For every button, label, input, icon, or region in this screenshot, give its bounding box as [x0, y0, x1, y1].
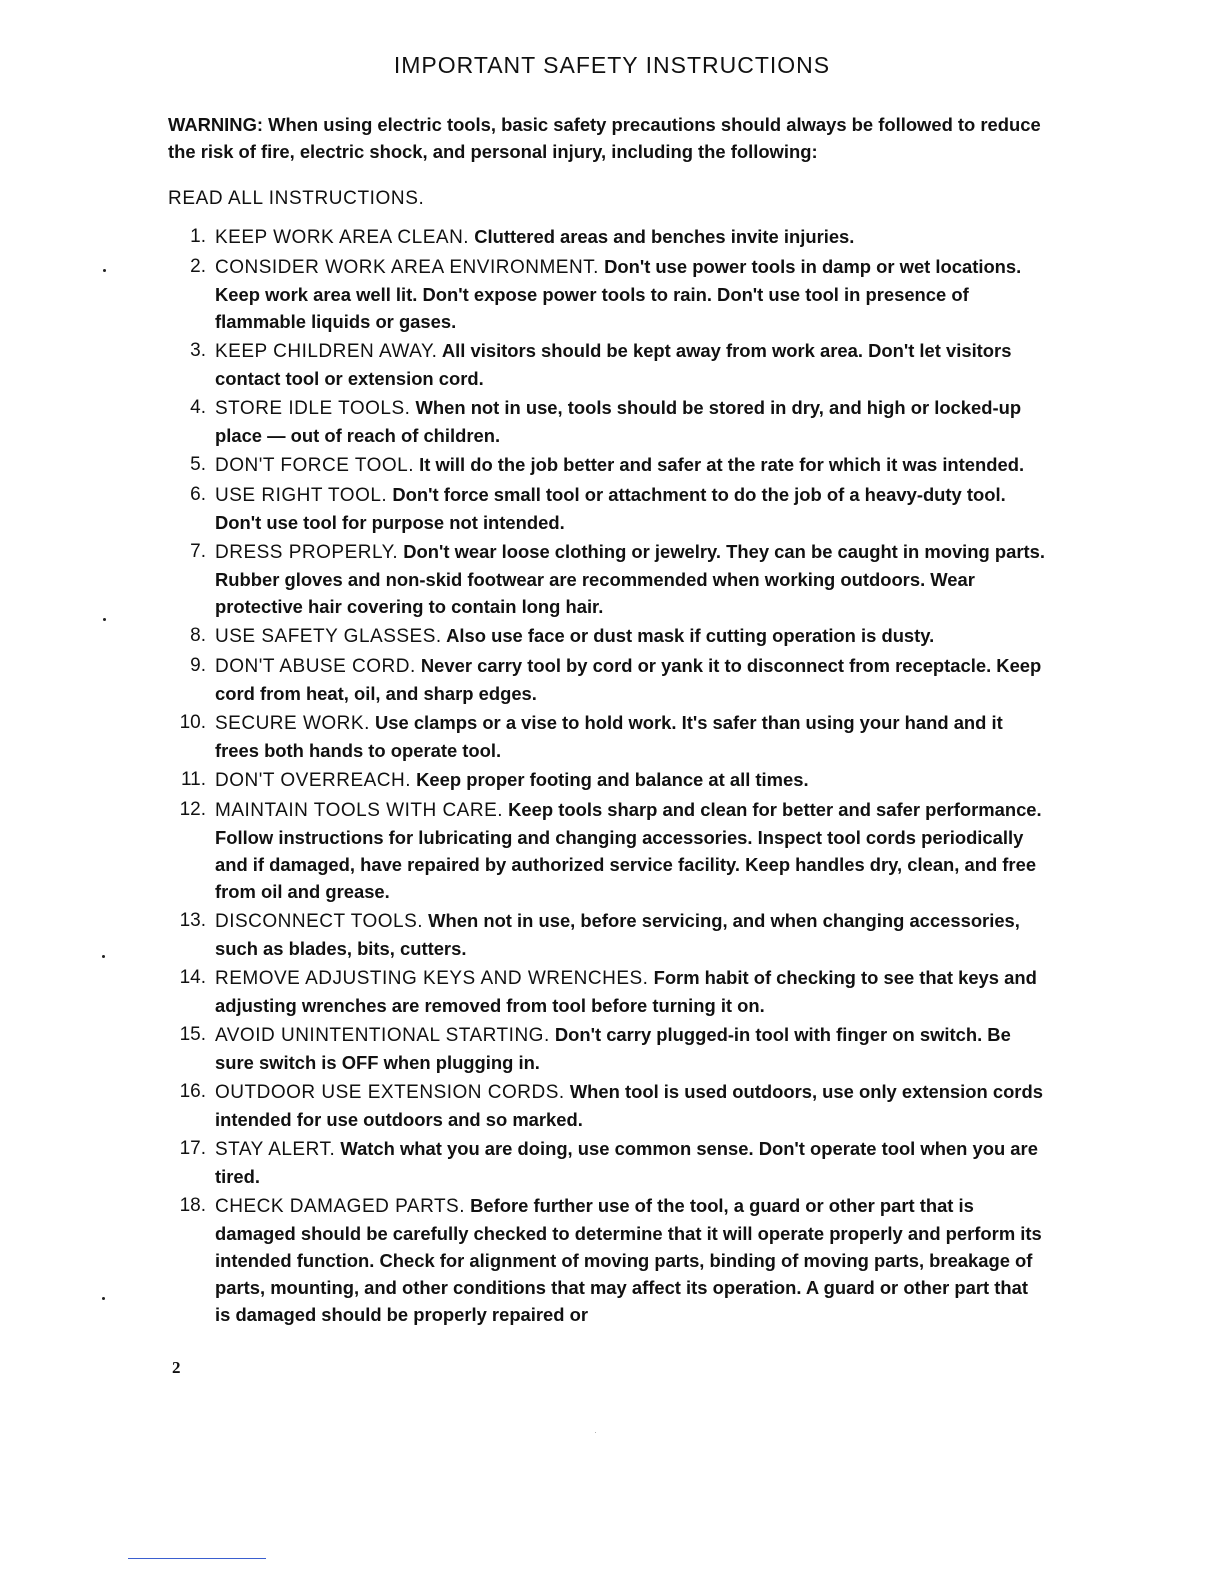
list-item — [168, 1192, 1048, 1328]
item-number: 5. — [190, 454, 206, 475]
page-number: 2 — [172, 1358, 181, 1377]
item-number: 11. — [180, 769, 206, 790]
item-number: 3. — [190, 340, 206, 361]
item-number: 9. — [190, 655, 206, 676]
list-item — [168, 337, 1048, 392]
instruction-list — [168, 223, 1048, 1330]
item-heading: CONSIDER WORK AREA ENVIRONMENT. — [215, 257, 599, 278]
list-item — [168, 481, 1048, 536]
item-heading: STAY ALERT. — [215, 1139, 336, 1160]
list-item — [168, 394, 1048, 449]
item-number: 12. — [179, 799, 206, 820]
item-text: Don't force small tool or attachment to do the job of a heavy-duty tool. Don't use tool for purpose not intended. — [215, 484, 1006, 533]
scan-speck — [595, 1432, 596, 1433]
item-heading: DON'T OVERREACH. — [215, 770, 412, 791]
item-heading: DON'T ABUSE CORD. — [215, 656, 416, 677]
list-item — [168, 796, 1048, 905]
list-item — [168, 538, 1048, 620]
item-heading: USE SAFETY GLASSES. — [215, 626, 442, 647]
item-heading: USE RIGHT TOOL. — [215, 485, 388, 506]
item-number: 1. — [190, 226, 206, 247]
page-title: IMPORTANT SAFETY INSTRUCTIONS — [393, 52, 831, 78]
item-number: 17. — [179, 1138, 206, 1159]
item-text: Cluttered areas and benches invite injuries. — [474, 226, 855, 247]
item-text: Don't carry plugged-in tool with finger on switch. Be sure switch is OFF when plugging in. — [215, 1024, 1011, 1073]
list-item — [168, 964, 1048, 1019]
item-heading: SECURE WORK. — [215, 713, 370, 734]
list-item — [168, 652, 1048, 707]
read-all-heading: READ ALL INSTRUCTIONS. — [168, 188, 425, 209]
list-item — [168, 1135, 1048, 1190]
scan-speck — [103, 269, 106, 272]
item-text: When not in use, before servicing, and when changing accessories, such as blades, bits, cutters. — [215, 910, 1020, 959]
item-text: Use clamps or a vise to hold work. It's safer than using your hand and it frees both hands to operate tool. — [215, 712, 1003, 761]
item-number: 4. — [190, 397, 206, 418]
item-number: 18. — [179, 1195, 206, 1216]
item-text: Before further use of the tool, a guard or other part that is damaged should be carefully checked to determine that it will operate properly and perform its intended function. Check for alignment of moving parts, binding of moving parts, breakage of parts, mounting, and other conditions that may affect its operation. A guard or other part that is damaged should be properly repaired or — [215, 1195, 1042, 1325]
item-heading: CHECK DAMAGED PARTS. — [215, 1196, 466, 1217]
list-item — [168, 709, 1048, 764]
item-number: 6. — [190, 484, 206, 505]
item-number: 15. — [179, 1024, 206, 1045]
item-heading: STORE IDLE TOOLS. — [215, 398, 411, 419]
item-heading: DRESS PROPERLY. — [215, 542, 399, 563]
item-heading: KEEP WORK AREA CLEAN. — [215, 227, 470, 248]
scan-speck — [103, 618, 106, 621]
item-text: Don't use power tools in damp or wet locations. Keep work area well lit. Don't expose power tools to rain. Don't use tool in presence of flammable liquids or gases. — [215, 256, 1022, 332]
item-text: Never carry tool by cord or yank it to disconnect from receptacle. Keep cord from heat, oil, and sharp edges. — [215, 655, 1042, 704]
scan-edge-line — [128, 1558, 266, 1559]
item-heading: KEEP CHILDREN AWAY. — [215, 341, 438, 362]
scan-speck — [102, 955, 105, 958]
item-text: All visitors should be kept away from work area. Don't let visitors contact tool or extension cord. — [215, 340, 1012, 389]
item-heading: OUTDOOR USE EXTENSION CORDS. — [215, 1082, 565, 1103]
item-text: Form habit of checking to see that keys and adjusting wrenches are removed from tool before turning it on. — [215, 967, 1037, 1016]
list-item — [168, 451, 1048, 479]
list-item — [168, 1078, 1048, 1133]
list-item — [168, 1021, 1048, 1076]
item-text: Don't wear loose clothing or jewelry. They can be caught in moving parts. Rubber gloves and non-skid footwear are recommended when working outdoors. Wear protective hair covering to contain long hair. — [215, 541, 1045, 617]
item-heading: DISCONNECT TOOLS. — [215, 911, 424, 932]
item-number: 14. — [179, 967, 206, 988]
item-heading: DON'T FORCE TOOL. — [215, 455, 414, 476]
item-text: It will do the job better and safer at the rate for which it was intended. — [419, 454, 1025, 475]
item-number: 16. — [179, 1081, 206, 1102]
item-heading: MAINTAIN TOOLS WITH CARE. — [215, 800, 504, 821]
item-text: When not in use, tools should be stored in dry, and high or locked-up place — out of reach of children. — [215, 397, 1022, 446]
scan-speck — [102, 1297, 105, 1300]
warning-paragraph: WARNING: When using electric tools, basic safety precautions should always be followed to reduce the risk of fire, electric shock, and personal injury, including the following: — [168, 114, 1041, 162]
item-text: When tool is used outdoors, use only extension cords intended for use outdoors and so marked. — [215, 1081, 1043, 1130]
list-item — [168, 907, 1048, 962]
item-text: Keep proper footing and balance at all times. — [416, 769, 809, 790]
item-number: 13. — [179, 910, 206, 931]
item-heading: AVOID UNINTENTIONAL STARTING. — [215, 1025, 550, 1046]
list-item — [168, 766, 1048, 794]
list-item — [168, 253, 1048, 335]
list-item — [168, 223, 1048, 251]
item-text: Watch what you are doing, use common sense. Don't operate tool when you are tired. — [215, 1138, 1038, 1187]
item-heading: REMOVE ADJUSTING KEYS AND WRENCHES. — [215, 968, 649, 989]
item-text: Keep tools sharp and clean for better and safer performance. Follow instructions for lubricating and changing accessories. Inspect tool cords periodically and if damaged, have repaired by authorized service facility. Keep handles dry, clean, and free from oil and grease. — [215, 799, 1042, 902]
item-number: 7. — [190, 541, 206, 562]
item-text: Also use face or dust mask if cutting operation is dusty. — [446, 625, 935, 646]
item-number: 2. — [190, 256, 206, 277]
item-number: 10. — [179, 712, 206, 733]
item-number: 8. — [190, 625, 206, 646]
list-item — [168, 622, 1048, 650]
